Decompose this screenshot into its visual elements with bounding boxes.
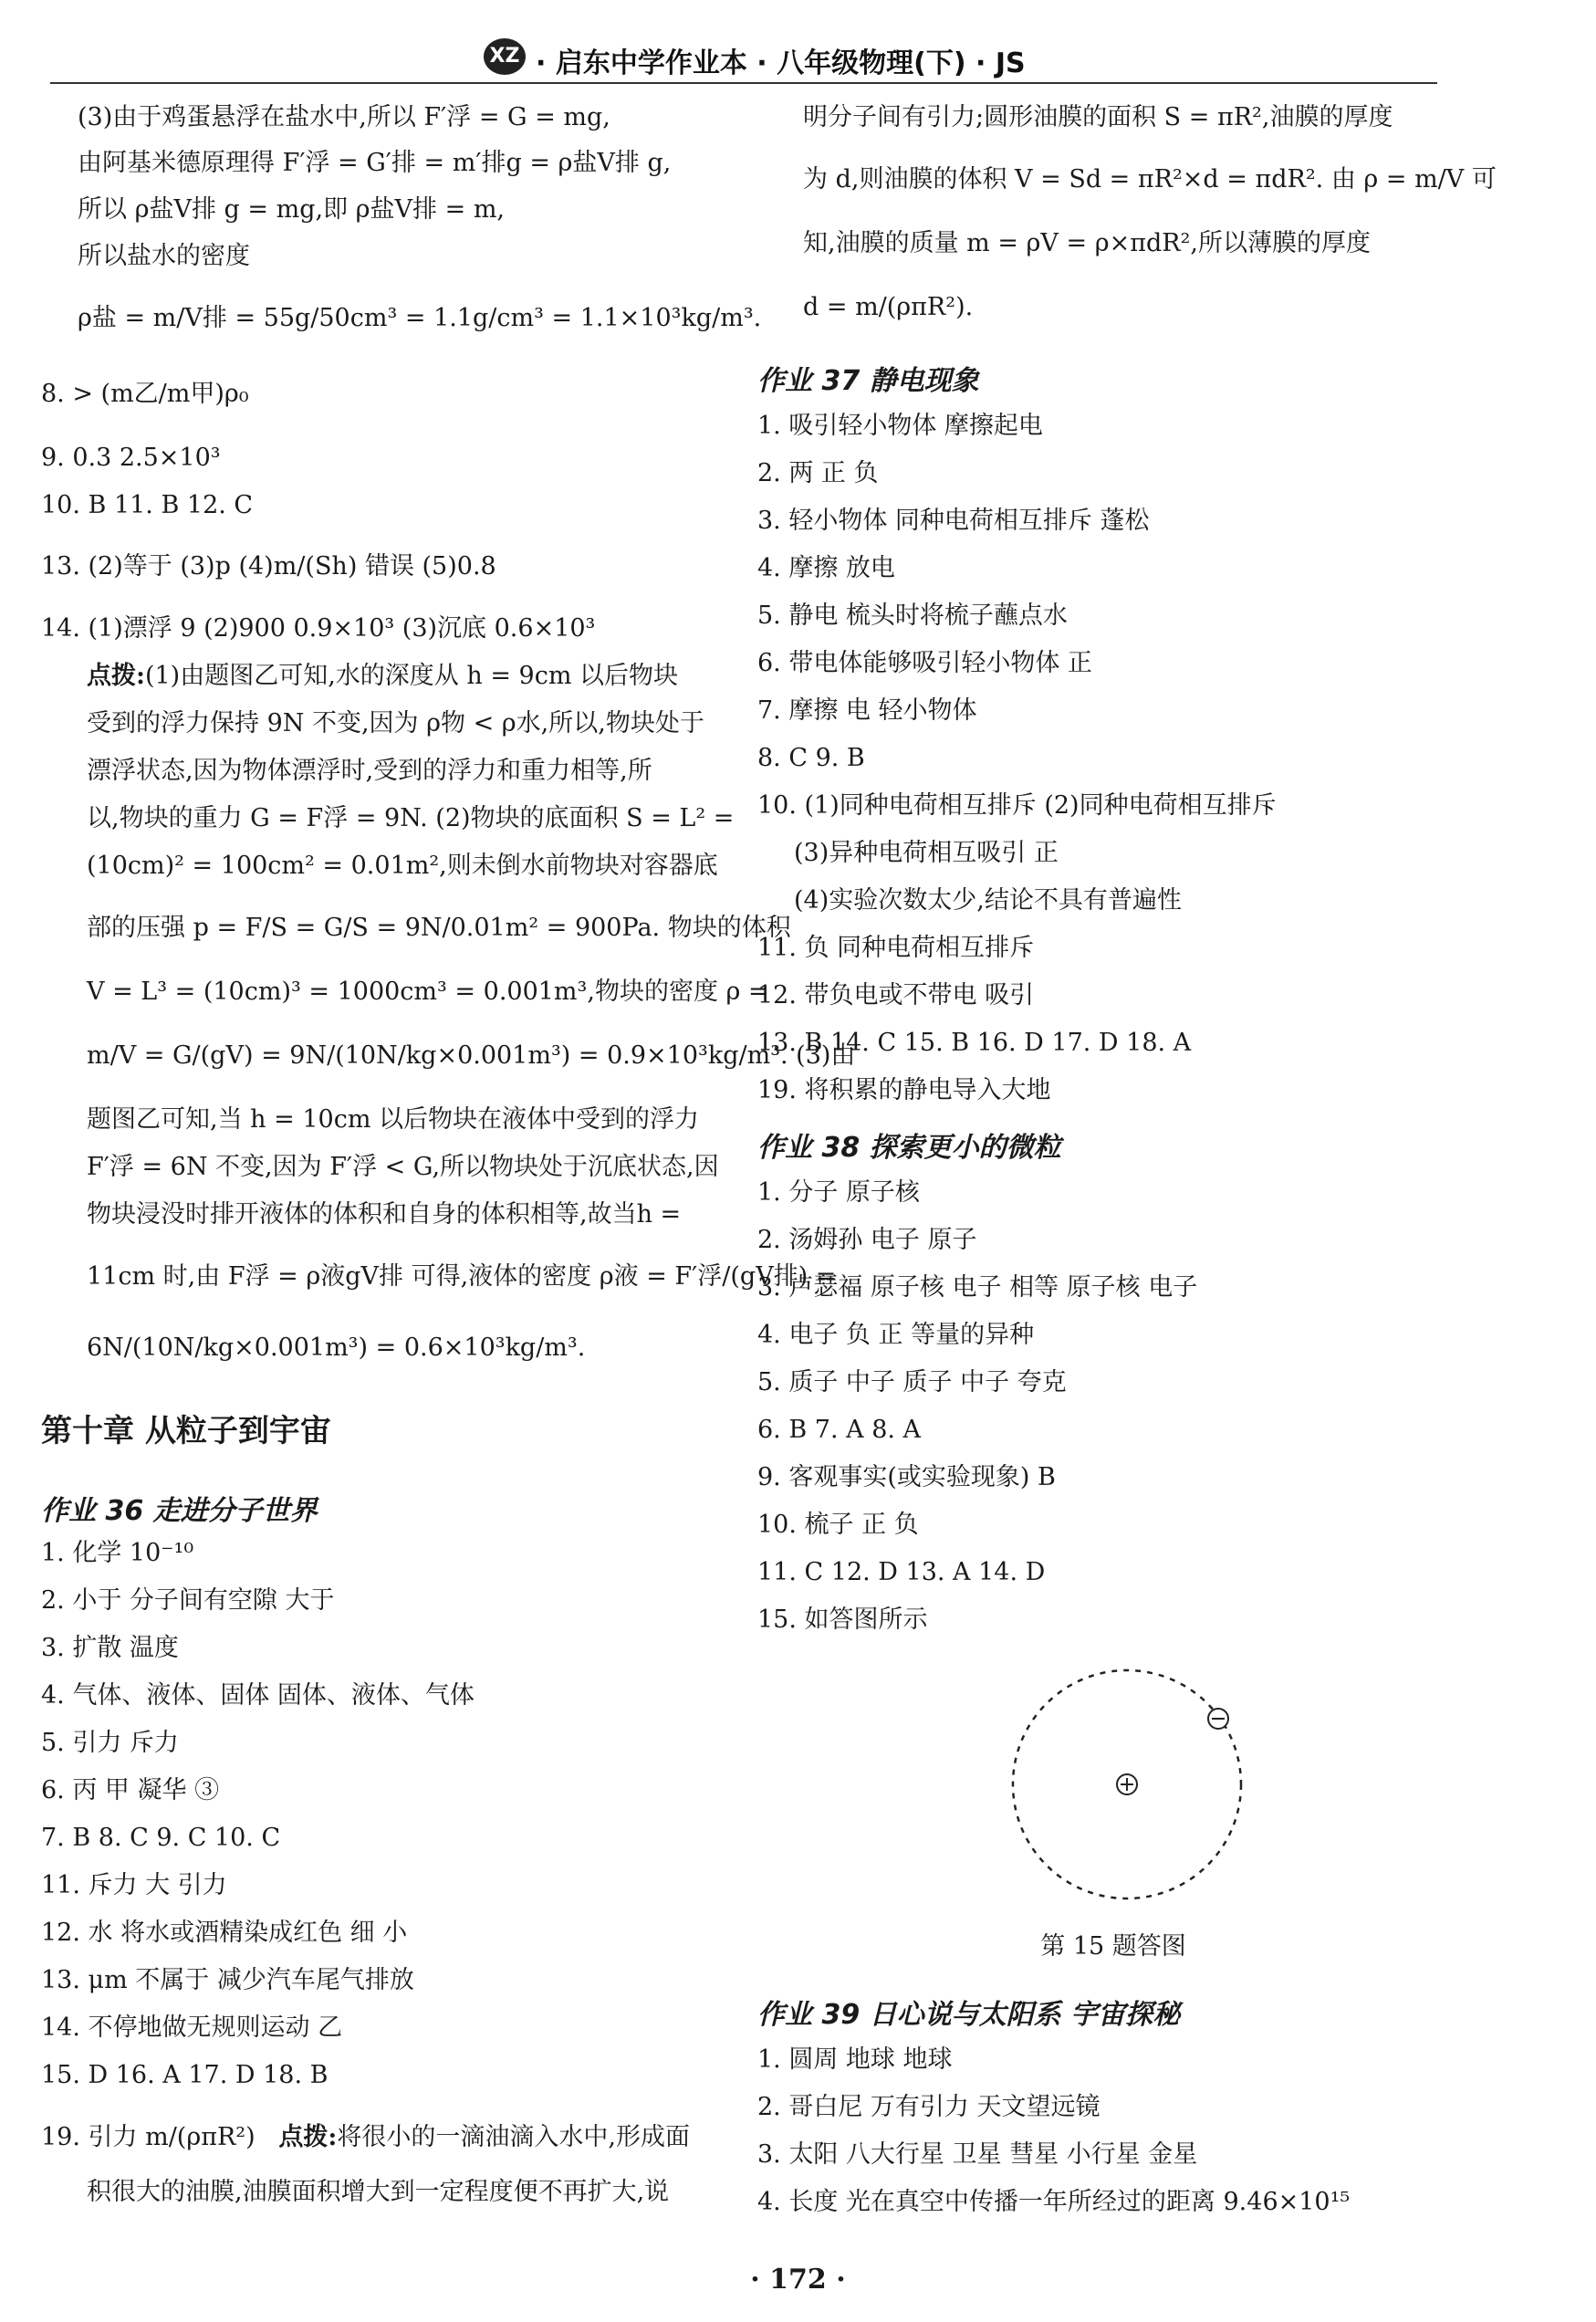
answer-line: 5. 引力 斥力 xyxy=(41,1729,179,1757)
tip-text: (1)由题图乙可知,水的深度从 h = 9cm 以后物块 xyxy=(144,662,679,690)
answer-line: 11. 斥力 大 引力 xyxy=(41,1871,227,1899)
answer-line xyxy=(41,2122,690,2153)
answer-line: 9. 0.3 2.5×10³ xyxy=(41,444,221,472)
answer-line: 6. 丙 甲 凝华 ③ xyxy=(41,1776,220,1804)
answer-line: 7. 摩擦 电 轻小物体 xyxy=(757,696,977,725)
answer-line: 受到的浮力保持 9N 不变,因为 ρ物 < ρ水,所以,物块处于 xyxy=(87,709,704,737)
answer-line: 所以盐水的密度 xyxy=(78,242,250,270)
answer-line: 5. 静电 梳头时将梳子蘸点水 xyxy=(757,601,1068,630)
answer-line: 4. 摩擦 放电 xyxy=(757,554,895,582)
answer-line: 3. 轻小物体 同种电荷相互排斥 蓬松 xyxy=(757,507,1150,535)
answer-line: 11cm 时,由 F浮 = ρ液gV排 可得,液体的密度 ρ液 = F′浮/(gV排) = xyxy=(87,1262,837,1291)
tip-text: 将很小的一滴油滴入水中,形成面 xyxy=(337,2123,690,2151)
answer-line: 11. 负 同种电荷相互排斥 xyxy=(757,934,1035,962)
figure-caption: 第 15 题答图 xyxy=(1040,1932,1186,1961)
answer-line: F′浮 = 6N 不变,因为 F′浮 < G,所以物块处于沉底状态,因 xyxy=(87,1153,719,1181)
header-title: · 启东中学作业本 · 八年级物理(下) · JS xyxy=(536,47,1026,79)
answer-line: 10. B 11. B 12. C xyxy=(41,491,254,519)
answer-line: 1. 化学 10⁻¹⁰ xyxy=(41,1539,194,1567)
answer-line: 14. (1)漂浮 9 (2)900 0.9×10³ (3)沉底 0.6×10³ xyxy=(41,614,596,643)
answer-line: V = L³ = (10cm)³ = 1000cm³ = 0.001m³,物块的密度 ρ = xyxy=(87,978,769,1006)
answer-line: (4)实验次数太少,结论不具有普遍性 xyxy=(794,886,1182,915)
answer-line: 13. μm 不属于 减少汽车尾气排放 xyxy=(41,1966,414,1994)
answer-line: (3)异种电荷相互吸引 正 xyxy=(794,839,1059,867)
answer-line: 10. (1)同种电荷相互排斥 (2)同种电荷相互排斥 xyxy=(757,791,1277,820)
answer-line: 明分子间有引力;圆形油膜的面积 S = πR²,油膜的厚度 xyxy=(803,103,1393,131)
answer-line: 4. 气体、液体、固体 固体、液体、气体 xyxy=(41,1681,475,1710)
answer-line: 为 d,则油膜的体积 V = Sd = πR²×d = πdR². 由 ρ = m/V 可 xyxy=(803,165,1497,194)
answer-line: 2. 两 正 负 xyxy=(757,459,879,487)
answer-line: (3)由于鸡蛋悬浮在盐水中,所以 F′浮 = G = mg, xyxy=(78,103,610,131)
page-number: · 172 · xyxy=(750,2264,846,2296)
answer-line: 1. 吸引轻小物体 摩擦起电 xyxy=(757,412,1043,440)
answer-line: 6. B 7. A 8. A xyxy=(757,1416,922,1444)
answer-line: 6. 带电体能够吸引轻小物体 正 xyxy=(757,649,1092,677)
answer-line: 2. 小于 分子间有空隙 大于 xyxy=(41,1586,335,1615)
answer-line: 5. 质子 中子 质子 中子 夸克 xyxy=(757,1368,1067,1396)
electron-negative-icon xyxy=(1208,1709,1228,1729)
answer-line: 8. > (m乙/m甲)ρ₀ xyxy=(41,380,249,408)
answer-line: 7. B 8. C 9. C 10. C xyxy=(41,1824,281,1852)
answer-line: 6N/(10N/kg×0.001m³) = 0.6×10³kg/m³. xyxy=(87,1334,586,1362)
answer-line: 15. 如答图所示 xyxy=(757,1606,928,1634)
answer-line: 3. 卢瑟福 原子核 电子 相等 原子核 电子 xyxy=(757,1273,1198,1302)
answer-line: 13. B 14. C 15. B 16. D 17. D 18. A xyxy=(757,1029,1192,1057)
answer-line: 19. 将积累的静电导入大地 xyxy=(757,1076,1051,1104)
answer-line: 3. 扩散 温度 xyxy=(41,1634,179,1662)
nucleus-positive-icon xyxy=(1117,1774,1137,1794)
answer-line: 积很大的油膜,油膜面积增大到一定程度便不再扩大,说 xyxy=(87,2178,670,2206)
atom-model-figure xyxy=(1004,1661,1250,1908)
answer-line: 10. 梳子 正 负 xyxy=(757,1511,919,1539)
answer-line: 2. 汤姆孙 电子 原子 xyxy=(757,1226,977,1254)
homework-heading: 作业 39 日心说与太阳系 宇宙探秘 xyxy=(757,1999,1181,2031)
answer-line: m/V = G/(gV) = 9N/(10N/kg×0.001m³) = 0.9×10³kg/m³. (3)由 xyxy=(87,1041,856,1070)
answer-line: 1. 圆周 地球 地球 xyxy=(757,2045,953,2074)
answer-line: 8. C 9. B xyxy=(757,744,865,772)
answer-line: 物块浸没时排开液体的体积和自身的体积相等,故当h = xyxy=(87,1200,682,1229)
answer-line: 知,油膜的质量 m = ρV = ρ×πdR²,所以薄膜的厚度 xyxy=(803,229,1371,257)
page-header xyxy=(50,37,1437,84)
answer-line: (10cm)² = 100cm² = 0.01m²,则未倒水前物块对容器底 xyxy=(87,852,718,880)
answer-line: 2. 哥白尼 万有引力 天文望远镜 xyxy=(757,2093,1101,2121)
chapter-title: 第十章 从粒子到宇宙 xyxy=(41,1413,331,1449)
answer-line: 3. 太阳 八大行星 卫星 彗星 小行星 金星 xyxy=(757,2140,1198,2169)
answer-line: 所以 ρ盐V排 g = mg,即 ρ盐V排 = m, xyxy=(78,195,506,224)
answer-line: 题图乙可知,当 h = 10cm 以后物块在液体中受到的浮力 xyxy=(87,1105,700,1134)
answer-line: 12. 带负电或不带电 吸引 xyxy=(757,981,1035,1009)
answer-line: 4. 长度 光在真空中传播一年所经过的距离 9.46×10¹⁵ xyxy=(757,2188,1351,2216)
answer-line: 13. (2)等于 (3)p (4)m/(Sh) 错误 (5)0.8 xyxy=(41,552,496,580)
answer-line: ρ盐 = m/V排 = 55g/50cm³ = 1.1g/cm³ = 1.1×10³kg/m³. xyxy=(78,304,762,332)
answer-line: d = m/(ρπR²). xyxy=(803,293,974,321)
answer-text: 19. 引力 m/(ρπR²) xyxy=(41,2123,256,2151)
tip-label: 点拨: xyxy=(87,662,145,690)
answer-line: 9. 客观事实(或实验现象) B xyxy=(757,1463,1056,1491)
answer-line: 12. 水 将水或酒精染成红色 细 小 xyxy=(41,1919,408,1947)
tip-label: 点拨: xyxy=(278,2123,338,2151)
homework-heading: 作业 36 走进分子世界 xyxy=(41,1495,318,1527)
tip-line xyxy=(87,661,678,692)
answer-line: 漂浮状态,因为物体漂浮时,受到的浮力和重力相等,所 xyxy=(87,757,652,785)
publisher-logo: XZ xyxy=(484,38,526,75)
answer-line: 部的压强 p = F/S = G/S = 9N/0.01m² = 900Pa. 物块的体积 xyxy=(87,914,791,942)
homework-heading: 作业 37 静电现象 xyxy=(757,365,979,397)
answer-line: 4. 电子 负 正 等量的异种 xyxy=(757,1321,1035,1349)
answer-line: 15. D 16. A 17. D 18. B xyxy=(41,2061,329,2089)
answer-line: 14. 不停地做无规则运动 乙 xyxy=(41,2013,343,2042)
homework-heading: 作业 38 探索更小的微粒 xyxy=(757,1132,1061,1164)
answer-line: 以,物块的重力 G = F浮 = 9N. (2)物块的底面积 S = L² = xyxy=(87,804,735,832)
answer-line: 1. 分子 原子核 xyxy=(757,1178,920,1207)
answer-line: 11. C 12. D 13. A 14. D xyxy=(757,1558,1046,1586)
answer-line: 由阿基米德原理得 F′浮 = G′排 = m′排g = ρ盐V排 g, xyxy=(78,149,672,177)
